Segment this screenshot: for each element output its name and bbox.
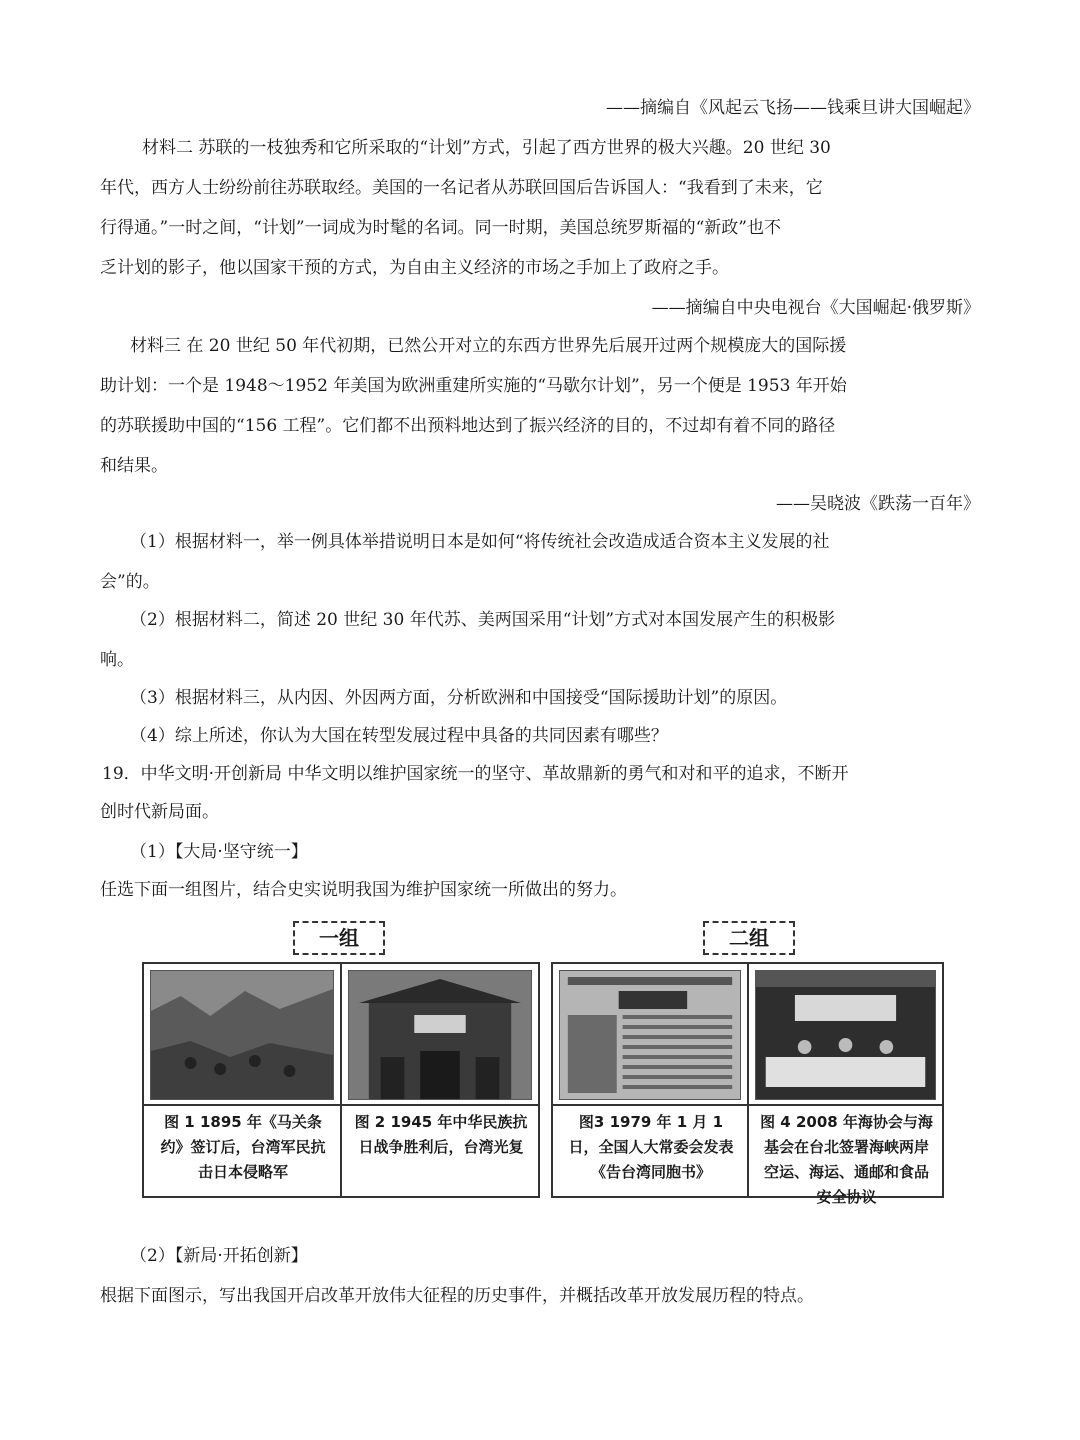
q18-2-line-2: 响。 — [100, 650, 134, 670]
group-label-2: 二组 — [703, 921, 795, 955]
q18-3: （3）根据材料三，从内因、外因两方面，分析欧洲和中国接受“国际援助计划”的原因。 — [130, 688, 788, 708]
figure-3 — [553, 964, 749, 1196]
figure-3-caption: 图3 1979 年 1 月 1 日，全国人大常委会发表《告台湾同胞书》 — [568, 1113, 734, 1181]
material2-line-1: 材料二 苏联的一枝独秀和它所采取的“计划”方式，引起了西方世界的极大兴趣。20 世纪 30 — [142, 138, 831, 158]
figure-1-photo — [150, 970, 334, 1100]
figure-3-photo — [559, 970, 741, 1100]
figure-4-caption: 图 4 2008 年海协会与海基会在台北签署海峡两岸空运、海运、通邮和食品安全协议 — [760, 1113, 933, 1206]
material2-source: ——摘编自中央电视台《大国崛起·俄罗斯》 — [651, 298, 980, 318]
material3-line-2: 助计划：一个是 1948～1952 年美国为欧洲重建所实施的“马歇尔计划”，另一个便是 1953 年开始 — [100, 376, 847, 396]
figure-1-caption: 图 1 1895 年《马关条约》签订后，台湾军民抗击日本侵略军 — [160, 1113, 326, 1181]
material2-line-3: 行得通。”一时之间，“计划”一词成为时髦的名词。同一时期，美国总统罗斯福的“新政”也不 — [100, 218, 781, 238]
q19-line-1: 19．中华文明·开创新局 中华文明以维护国家统一的坚守、革故鼎新的勇气和对和平的追求，不断开 — [102, 764, 849, 784]
figure-2 — [342, 964, 538, 1196]
group-label-1: 一组 — [293, 921, 385, 955]
q19-sub1-title: （1）【大局·坚守统一】 — [130, 842, 308, 862]
figure-2-caption: 图 2 1945 年中华民族抗日战争胜利后，台湾光复 — [354, 1113, 528, 1156]
q19-sub2-title: （2）【新局·开拓创新】 — [130, 1246, 308, 1266]
q18-4: （4）综上所述，你认为大国在转型发展过程中具备的共同因素有哪些？ — [130, 726, 668, 746]
figure-4 — [749, 964, 942, 1206]
figure-2-photo — [348, 970, 532, 1100]
material2-line-2: 年代，西方人士纷纷前往苏联取经。美国的一名记者从苏联回国后告诉国人：“我看到了未来，它 — [100, 178, 823, 198]
material3-source: ——吴晓波《跌荡一百年》 — [776, 494, 980, 514]
figure-1 — [144, 964, 342, 1196]
q19-sub1-text: 任选下面一组图片，结合史实说明我国为维护国家统一所做出的努力。 — [100, 880, 627, 900]
group-1-panel — [142, 962, 540, 1198]
q18-1-line-1: （1）根据材料一，举一例具体举措说明日本是如何“将传统社会改造成适合资本主义发展的社 — [130, 532, 830, 552]
material3-line-3: 的苏联援助中国的“156 工程”。它们都不出预料地达到了振兴经济的目的，不过却有着不同的路径 — [100, 416, 836, 436]
q19-sub2-text: 根据下面图示，写出我国开启改革开放伟大征程的历史事件，并概括改革开放发展历程的特点。 — [100, 1286, 814, 1306]
q18-1-line-2: 会”的。 — [100, 572, 160, 592]
q18-2-line-1: （2）根据材料二，简述 20 世纪 30 年代苏、美两国采用“计划”方式对本国发展产生的积极影 — [130, 610, 836, 630]
material3-line-4: 和结果。 — [100, 456, 168, 476]
material1-source: ——摘编自《风起云飞扬——钱乘旦讲大国崛起》 — [606, 98, 980, 118]
material2-line-4: 乏计划的影子，他以国家干预的方式，为自由主义经济的市场之手加上了政府之手。 — [100, 258, 729, 278]
material3-line-1: 材料三 在 20 世纪 50 年代初期，已然公开对立的东西方世界先后展开过两个规模庞大的国际援 — [130, 336, 847, 356]
group-2-panel — [551, 962, 944, 1206]
q19-line-2: 创时代新局面。 — [100, 802, 219, 822]
figure-4-photo — [755, 970, 936, 1100]
